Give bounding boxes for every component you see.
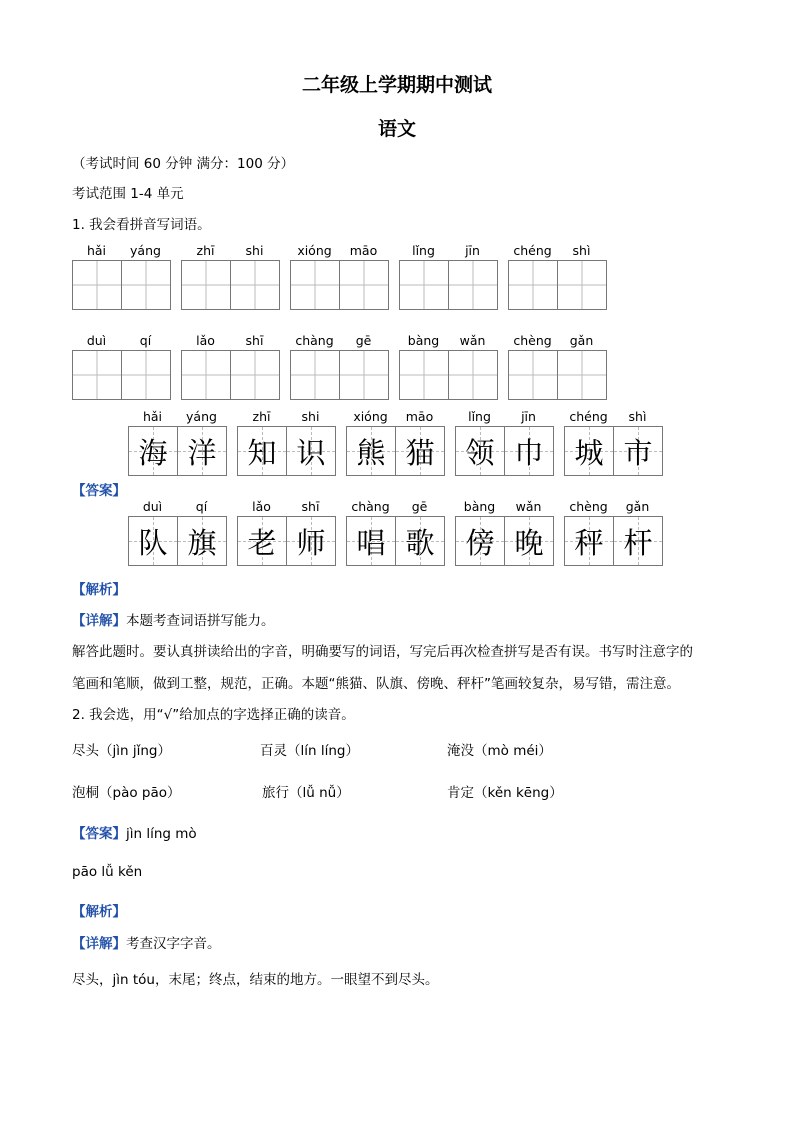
- pinyin-syllable: chàng: [351, 499, 390, 514]
- pinyin-syllable: zhī: [252, 409, 271, 424]
- pinyin-syllable: shī: [301, 499, 320, 514]
- writing-cell[interactable]: [509, 261, 557, 309]
- pinyin-syllable: yáng: [130, 243, 161, 258]
- pinyin-syllable: gǎn: [625, 499, 650, 514]
- answer-character: 洋: [187, 435, 217, 470]
- answer-character-cell: [286, 517, 335, 565]
- writing-cell[interactable]: [230, 261, 279, 309]
- writing-cell[interactable]: [291, 261, 339, 309]
- writing-boxes: [508, 260, 607, 310]
- answer-character: 晚: [514, 525, 544, 560]
- pinyin-syllable: lǎo: [252, 499, 271, 514]
- answer-label: 【答案】: [72, 483, 126, 499]
- pinyin-syllable: chéng: [569, 409, 608, 424]
- answer-character-cell: [504, 427, 553, 475]
- answer-character-cell: [504, 517, 553, 565]
- answer-character-cell: [456, 517, 504, 565]
- q2-answer-line-2: pāo lǚ kěn: [72, 864, 143, 880]
- writing-cell[interactable]: [448, 351, 497, 399]
- pinyin-row: [72, 242, 171, 260]
- writing-cell[interactable]: [400, 261, 448, 309]
- word-group: [508, 242, 607, 310]
- word-group: [564, 498, 663, 566]
- writing-cell[interactable]: [448, 261, 497, 309]
- answer-character-cell: [177, 427, 226, 475]
- pinyin-syllable: gē: [411, 499, 428, 514]
- writing-cell[interactable]: [182, 351, 230, 399]
- answer-character: 领: [465, 435, 495, 470]
- subject-title: 语文: [377, 118, 416, 140]
- word-group: [128, 498, 227, 566]
- pinyin-syllable: zhī: [196, 243, 215, 258]
- writing-boxes: [237, 516, 336, 566]
- pinyin-syllable: shi: [301, 409, 320, 424]
- answer-character-cell: [238, 427, 286, 475]
- word-group: [564, 408, 663, 476]
- answer-character: 队: [138, 525, 168, 560]
- pinyin-row: [564, 498, 663, 516]
- answer-character-cell: [129, 517, 177, 565]
- pinyin-row: [346, 408, 445, 426]
- pinyin-syllable: duì: [86, 333, 107, 348]
- answer-grid-row-1: [128, 408, 673, 476]
- answer-character-cell: [613, 517, 662, 565]
- pinyin-syllable: chàng: [295, 333, 334, 348]
- pinyin-row: [290, 332, 389, 350]
- pinyin-syllable: xióng: [297, 243, 332, 258]
- q2-detail-line: [72, 932, 221, 952]
- analysis-label: 【解析】: [72, 582, 126, 598]
- writing-cell[interactable]: [73, 261, 121, 309]
- word-group: [399, 242, 498, 310]
- writing-boxes: [399, 260, 498, 310]
- pinyin-row: [399, 332, 498, 350]
- pinyin-syllable: bàng: [407, 333, 440, 348]
- answer-character: 猫: [405, 435, 435, 470]
- pinyin-syllable: gē: [355, 333, 372, 348]
- answer-character-cell: [613, 427, 662, 475]
- word-group: [128, 408, 227, 476]
- word-group: [237, 498, 336, 566]
- answer-character-cell: [177, 517, 226, 565]
- writing-boxes: [290, 350, 389, 400]
- writing-boxes: [72, 350, 171, 400]
- pinyin-row: [508, 332, 607, 350]
- word-group: [346, 408, 445, 476]
- pinyin-row: [399, 242, 498, 260]
- pinyin-syllable: māo: [349, 243, 378, 258]
- pinyin-syllable: shī: [245, 333, 264, 348]
- answer-character: 识: [296, 435, 326, 470]
- choice-item: 淹没（mò méi）: [447, 743, 552, 759]
- writing-cell[interactable]: [509, 351, 557, 399]
- word-group: [346, 498, 445, 566]
- pinyin-syllable: shì: [628, 409, 647, 424]
- pinyin-syllable: māo: [405, 409, 434, 424]
- answer-grid-row-2: [128, 498, 673, 566]
- answer-character: 知: [247, 435, 277, 470]
- answer-character-cell: [395, 427, 444, 475]
- writing-boxes: [181, 350, 280, 400]
- writing-boxes: [564, 516, 663, 566]
- pinyin-syllable: lǐng: [412, 243, 435, 258]
- exam-scope: 考试范围 1-4 单元: [72, 186, 184, 202]
- pinyin-syllable: yáng: [186, 409, 217, 424]
- writing-boxes: [290, 260, 389, 310]
- pinyin-syllable: qí: [195, 499, 208, 514]
- pinyin-row: [237, 498, 336, 516]
- pinyin-row: [181, 242, 280, 260]
- word-group: [399, 332, 498, 400]
- writing-boxes: [72, 260, 171, 310]
- writing-boxes: [455, 426, 554, 476]
- pinyin-syllable: gǎn: [569, 333, 594, 348]
- choice-item: 肯定（kěn kēng）: [447, 785, 563, 801]
- pinyin-grid-row-1: [72, 242, 617, 310]
- answer-character: 师: [296, 525, 326, 560]
- writing-cell[interactable]: [182, 261, 230, 309]
- answer-character-cell: [347, 427, 395, 475]
- answer-character-cell: [395, 517, 444, 565]
- choice-item: 百灵（lín líng）: [260, 743, 359, 759]
- detail-line: [72, 609, 275, 629]
- pinyin-syllable: xióng: [353, 409, 388, 424]
- writing-cell[interactable]: [73, 351, 121, 399]
- writing-boxes: [346, 426, 445, 476]
- pinyin-syllable: lǐng: [468, 409, 491, 424]
- word-group: [455, 498, 554, 566]
- answer-character: 旗: [187, 525, 217, 560]
- answer-character: 歌: [405, 525, 435, 560]
- pinyin-row: [564, 408, 663, 426]
- answer-character: 城: [574, 435, 604, 470]
- word-group: [290, 242, 389, 310]
- answer-character: 老: [247, 525, 277, 560]
- page-title: 二年级上学期期中测试: [301, 74, 492, 96]
- question-1-prompt: 1. 我会看拼音写词语。: [72, 217, 211, 233]
- pinyin-syllable: jīn: [521, 409, 536, 424]
- pinyin-row: [237, 408, 336, 426]
- q2-answer-text: jìn líng mò: [126, 826, 197, 842]
- q2-answer-line-1: [72, 822, 197, 842]
- writing-boxes: [237, 426, 336, 476]
- writing-cell[interactable]: [339, 351, 388, 399]
- answer-character-cell: [565, 517, 613, 565]
- pinyin-syllable: wǎn: [515, 499, 542, 514]
- pinyin-row: [346, 498, 445, 516]
- pinyin-row: [181, 332, 280, 350]
- q2-detail-label: 【详解】: [72, 936, 126, 952]
- answer-character-cell: [565, 427, 613, 475]
- writing-boxes: [346, 516, 445, 566]
- word-group: [72, 332, 171, 400]
- word-group: [72, 242, 171, 310]
- pinyin-syllable: hǎi: [142, 409, 163, 424]
- pinyin-syllable: chéng: [513, 243, 552, 258]
- answer-character: 海: [138, 435, 168, 470]
- writing-cell[interactable]: [291, 351, 339, 399]
- pinyin-syllable: shi: [245, 243, 264, 258]
- writing-boxes: [564, 426, 663, 476]
- pinyin-syllable: lǎo: [196, 333, 215, 348]
- word-group: [290, 332, 389, 400]
- writing-boxes: [128, 426, 227, 476]
- writing-cell[interactable]: [121, 351, 170, 399]
- answer-character: 市: [623, 435, 653, 470]
- writing-cell[interactable]: [557, 351, 606, 399]
- pinyin-syllable: hǎi: [86, 243, 107, 258]
- pinyin-row: [455, 408, 554, 426]
- q2-explanation: 尽头，jìn tóu，末尾；终点，结束的地方。一眼望不到尽头。: [72, 972, 439, 988]
- word-group: [237, 408, 336, 476]
- answer-character: 熊: [356, 435, 386, 470]
- answer-character-cell: [238, 517, 286, 565]
- answer-character-cell: [129, 427, 177, 475]
- q2-detail-text: 考查汉字字音。: [126, 936, 221, 952]
- question-2-prompt: 2. 我会选，用“√”给加点的字选择正确的读音。: [72, 707, 355, 723]
- writing-boxes: [181, 260, 280, 310]
- answer-character: 秤: [574, 525, 604, 560]
- pinyin-syllable: chèng: [569, 499, 608, 514]
- choice-item: 尽头（jìn jǐng）: [72, 743, 171, 759]
- q2-analysis-label: 【解析】: [72, 904, 126, 920]
- writing-boxes: [508, 350, 607, 400]
- word-group: [181, 332, 280, 400]
- pinyin-row: [128, 408, 227, 426]
- writing-cell[interactable]: [557, 261, 606, 309]
- answer-character: 杆: [623, 525, 653, 560]
- writing-boxes: [399, 350, 498, 400]
- pinyin-syllable: shì: [572, 243, 591, 258]
- pinyin-row: [290, 242, 389, 260]
- answer-character: 傍: [465, 525, 495, 560]
- choice-item: 旅行（lǚ nǚ）: [262, 785, 350, 801]
- pinyin-syllable: jīn: [465, 243, 480, 258]
- pinyin-grid-row-2: [72, 332, 617, 400]
- pinyin-row: [508, 242, 607, 260]
- writing-cell[interactable]: [400, 351, 448, 399]
- pinyin-row: [128, 498, 227, 516]
- pinyin-row: [72, 332, 171, 350]
- detail-text: 本题考查词语拼写能力。: [126, 613, 275, 629]
- analysis-paragraph-2: 笔画和笔顺，做到工整，规范，正确。本题“熊猫、队旗、傍晚、秤杆”笔画较复杂，易写错，需注意。: [72, 676, 680, 692]
- q2-answer-label: 【答案】: [72, 826, 126, 842]
- answer-character-cell: [456, 427, 504, 475]
- writing-cell[interactable]: [339, 261, 388, 309]
- writing-boxes: [128, 516, 227, 566]
- answer-character: 唱: [356, 525, 386, 560]
- exam-info: （考试时间 60 分钟 满分：100 分）: [72, 156, 295, 172]
- word-group: [181, 242, 280, 310]
- answer-character-cell: [347, 517, 395, 565]
- pinyin-row: [455, 498, 554, 516]
- answer-character: 巾: [514, 435, 544, 470]
- pinyin-syllable: duì: [142, 499, 163, 514]
- word-group: [455, 408, 554, 476]
- pinyin-syllable: chèng: [513, 333, 552, 348]
- answer-character-cell: [286, 427, 335, 475]
- writing-cell[interactable]: [230, 351, 279, 399]
- word-group: [508, 332, 607, 400]
- pinyin-syllable: bàng: [463, 499, 496, 514]
- pinyin-syllable: wǎn: [459, 333, 486, 348]
- writing-boxes: [455, 516, 554, 566]
- writing-cell[interactable]: [121, 261, 170, 309]
- detail-label: 【详解】: [72, 613, 126, 629]
- pinyin-syllable: qí: [139, 333, 152, 348]
- analysis-paragraph-1: 解答此题时。要认真拼读给出的字音，明确要写的词语，写完后再次检查拼写是否有误。书写时注意字的: [72, 644, 693, 660]
- choice-item: 泡桐（pào pāo）: [72, 785, 181, 801]
